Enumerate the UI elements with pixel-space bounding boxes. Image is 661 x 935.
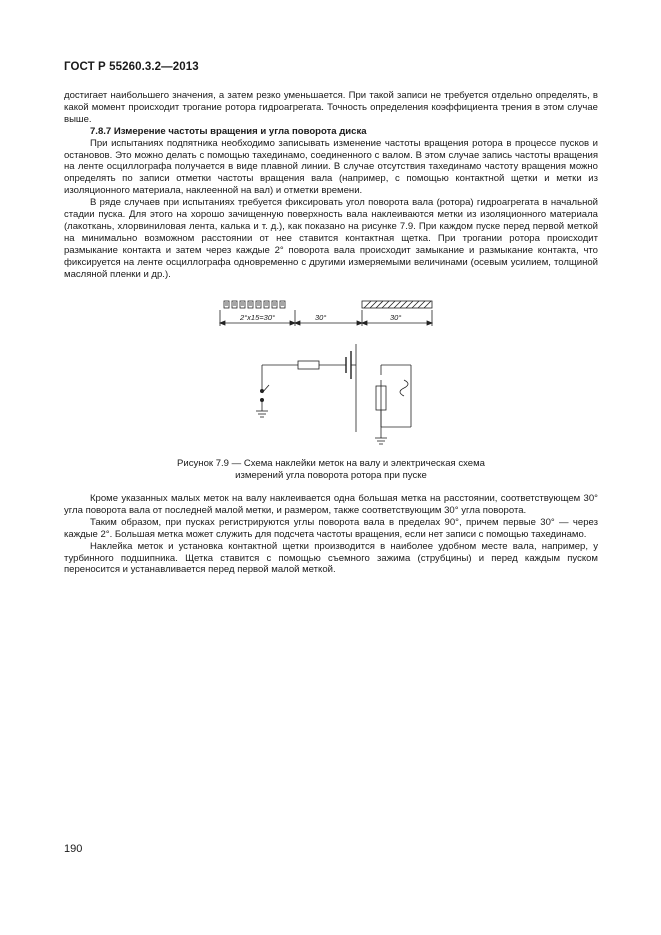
standard-header: ГОСТ Р 55260.3.2—2013 [64,61,199,73]
label-big-mark: 30° [390,313,402,322]
figure-7-9 [200,292,460,452]
paragraph-big-mark: Кроме указанных малых меток на валу наклеивается одна большая метка на расстоянии, соответствующем 30° угла поворота вала от последней малой метки, и размером, также соответствующим 30° угла поворота. [64,493,598,516]
figure-caption [64,458,598,482]
page-number: 190 [64,843,83,855]
label-small-marks: 2°x15=30° [240,313,275,322]
body-text-top [64,90,598,281]
body-text-bottom [64,493,598,576]
figure-diagram [200,292,460,452]
paragraph-continued: достигает наибольшего значения, а затем резко уменьшается. При такой записи не требуется отдельно определять, в какой момент происходит трогание ротора гидроагрегата. Точность определения коэффициента трения в этом случае выше. [64,90,598,125]
caption-line-1: Рисунок 7.9 — Схема наклейки меток на валу и электрическая схема [177,458,485,469]
section-heading: 7.8.7 Измерение частоты вращения и угла поворота диска [90,125,367,137]
switch-contact [262,385,269,393]
paragraph-brush-placement: Наклейка меток и установка контактной щетки производится в наиболее удобном месте вала, например, у турбинного подшипника. Щетка ставится с помощью съемного зажима (струбцины) и перед каждым пуском переносится и устанавливается перед первой малой меткой. [64,540,598,576]
paragraph-angles: Таким образом, при пусках регистрируются углы поворота вала в пределах 90°, причем первые 30° — через каждые 2°. Большая метка может служить для подсчета частоты вращения, если нет записи с помощью тахединамо. [64,516,598,540]
big-mark [362,301,432,308]
label-gap: 30° [315,313,327,322]
caption-line-2: измерений угла поворота ротора при пуске [235,469,427,481]
electrical-circuit [256,344,411,444]
paragraph-tachogenerator: При испытаниях подпятника необходимо записывать изменение частоты вращения ротора в процессе пусков и остановов. Это можно делать с помощью тахединамо, соединенного с валом. В этом случае запись частоты вращения на ленте осциллографа получается в виде плавной линии. В случае отсутствия тахединамо частоту вращения можно определять по записи отметки частоты вращения вала (например, с помощью контактной щетки и метки из изоляционного материала, наклеенной на вал) и отметки времени. [64,137,598,197]
paragraph-rotation-angle: В ряде случаев при испытаниях требуется фиксировать угол поворота вала (ротора) гидроагрегата в начальной стадии пуска. Для этого на хорошо зачищенную поверхность вала наклеиваются метки из изоляционного материала (лакоткань, хлорвиниловая лента, калька и т. д.), как показано на рисунке 7.9. При каждом пуске перед первой меткой на минимально возможном расстоянии от нее ставится контактная щетка. При трогании ротора происходит размыкание контакта и затем через каждые 2° поворота вала происходит замыкание и размыкание контакта, что фиксируется на ленте осциллографа одновременно с другими измеряемыми величинами (осевым усилием, толщиной масляной пленки и др.). [64,197,598,280]
small-marks [224,301,285,308]
resistor [298,361,319,369]
